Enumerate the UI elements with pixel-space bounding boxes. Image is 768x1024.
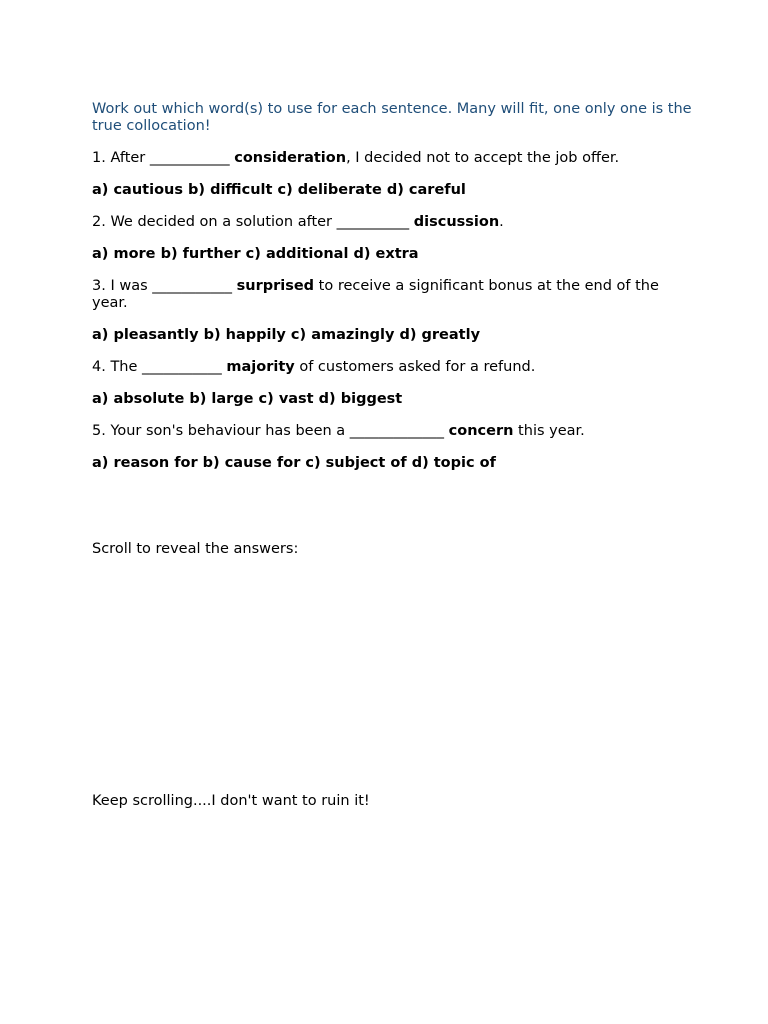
question-4-text-before: 4. The ___________ — [92, 359, 227, 375]
question-1-keyword: consideration — [234, 150, 347, 166]
question-5-text-after: this year. — [513, 423, 585, 439]
question-3-text-after: to receive a significant bonus at the end of the year. — [92, 278, 659, 311]
question-2-keyword: discussion — [413, 214, 500, 230]
question-3-text-before: 3. I was ___________ — [92, 278, 237, 294]
keep-scrolling-note: Keep scrolling....I don't want to ruin it! — [92, 793, 370, 809]
question-5-text-before: 5. Your son's behaviour has been a _____________ — [92, 423, 449, 439]
question-2-options: a) more b) further c) additional d) extra — [92, 246, 419, 262]
scroll-note: Scroll to reveal the answers: — [92, 541, 299, 557]
question-1-text-after: , I decided not to accept the job offer. — [346, 150, 620, 166]
question-3-keyword: surprised — [236, 278, 315, 294]
worksheet — [92, 101, 692, 487]
question-2-text-before: 2. We decided on a solution after __________ — [92, 214, 414, 230]
question-3 — [92, 278, 692, 312]
question-1-options: a) cautious b) difficult c) deliberate d) careful — [92, 182, 466, 198]
question-4-text-after: of customers asked for a refund. — [294, 359, 536, 375]
instructions: Work out which word(s) to use for each sentence. Many will fit, one only one is the true collocation! — [92, 101, 692, 134]
question-4 — [92, 359, 692, 376]
question-1-text-before: 1. After ___________ — [92, 150, 235, 166]
question-4-options: a) absolute b) large c) vast d) biggest — [92, 391, 403, 407]
question-3-options: a) pleasantly b) happily c) amazingly d) greatly — [92, 327, 481, 343]
question-2-text-after: . — [499, 214, 504, 230]
question-5-options: a) reason for b) cause for c) subject of d) topic of — [92, 455, 496, 471]
question-5-keyword: concern — [448, 423, 514, 439]
question-5 — [92, 423, 692, 440]
question-2 — [92, 214, 692, 231]
question-4-keyword: majority — [226, 359, 295, 375]
question-1 — [92, 150, 692, 167]
